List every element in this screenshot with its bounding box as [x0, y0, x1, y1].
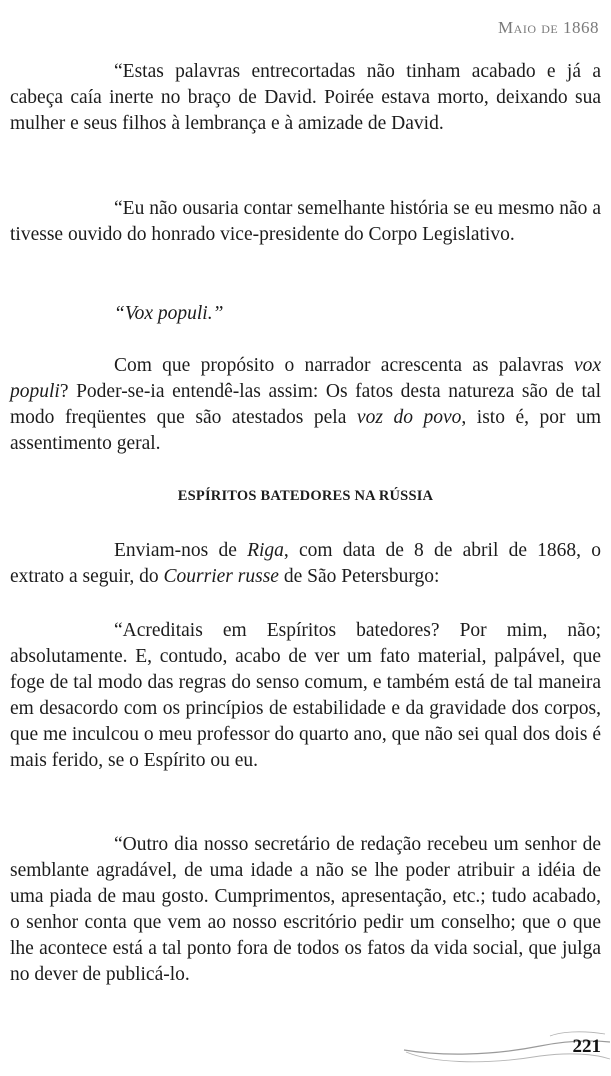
text-run: Enviam-nos de [114, 540, 248, 561]
running-head: Maio de 1868 [498, 18, 599, 37]
italic-publication: Courrier russe [163, 566, 279, 587]
italic-term: voz do povo [356, 407, 462, 428]
text-run: de São Petersburgo: [278, 566, 440, 587]
paragraph-vox-populi [10, 301, 601, 327]
text-run: Com que propósito o narrador acrescenta as palavras [114, 355, 574, 376]
text-run: , com data de 8 de abril de 1868, o extrato a seguir, do [10, 540, 602, 587]
italic-term: vox populi [10, 355, 601, 402]
paragraph-riga-intro [10, 538, 601, 590]
text-run: ? Poder-se-ia entendê-las assim: Os fatos desta natureza são de tal modo freqüentes que são atestados pela [10, 381, 601, 428]
italic-place: Riga [247, 540, 284, 561]
paragraph-outro-dia: “Outro dia nosso secretário de redação recebeu um senhor de semblante agradável, de uma idade a não se lhe poder atribuir a idéia de uma piada de mau gosto. Cumprimentos, apresentação, etc.; tudo acabado, o senhor conta que vem ao nosso escritório pedir um conselho; que o que lhe acontece está a tal ponto fora de todos os fatos da vida social, que julga no dever de publicá-lo. [10, 834, 601, 985]
page-number: 221 [572, 1036, 601, 1057]
vox-populi-quote: “Vox populi.” [114, 303, 224, 324]
paragraph-narrador-comment [10, 353, 601, 457]
paragraph-poiree-death: “Estas palavras entrecortadas não tinham acabado e já a cabeça caía inerte no braço de David. Poirée estava morto, deixando sua mulher e seus filhos à lembrança e à amizade de David. [10, 61, 601, 134]
paragraph-honrado-vice-presidente: “Eu não ousaria contar semelhante história se eu mesmo não a tivesse ouvido do honrado vice-presidente do Corpo Legislativo. [10, 198, 601, 245]
section-heading: ESPÍRITOS BATEDORES NA RÚSSIA [177, 488, 434, 504]
paragraph-acreditais: “Acreditais em Espíritos batedores? Por mim, não; absolutamente. E, contudo, acabo de ver um fato material, palpável, que foge de tal modo das regras do senso comum, e também está de tal maneira em desacordo com os princípios de estabilidade e da gravidade dos corpos, que me inculcou o meu professor do quarto ano, que não sei qual dos dois é mais ferido, se o Espírito ou eu. [10, 620, 601, 771]
text-run: , isto é, por um assentimento geral. [10, 407, 602, 454]
